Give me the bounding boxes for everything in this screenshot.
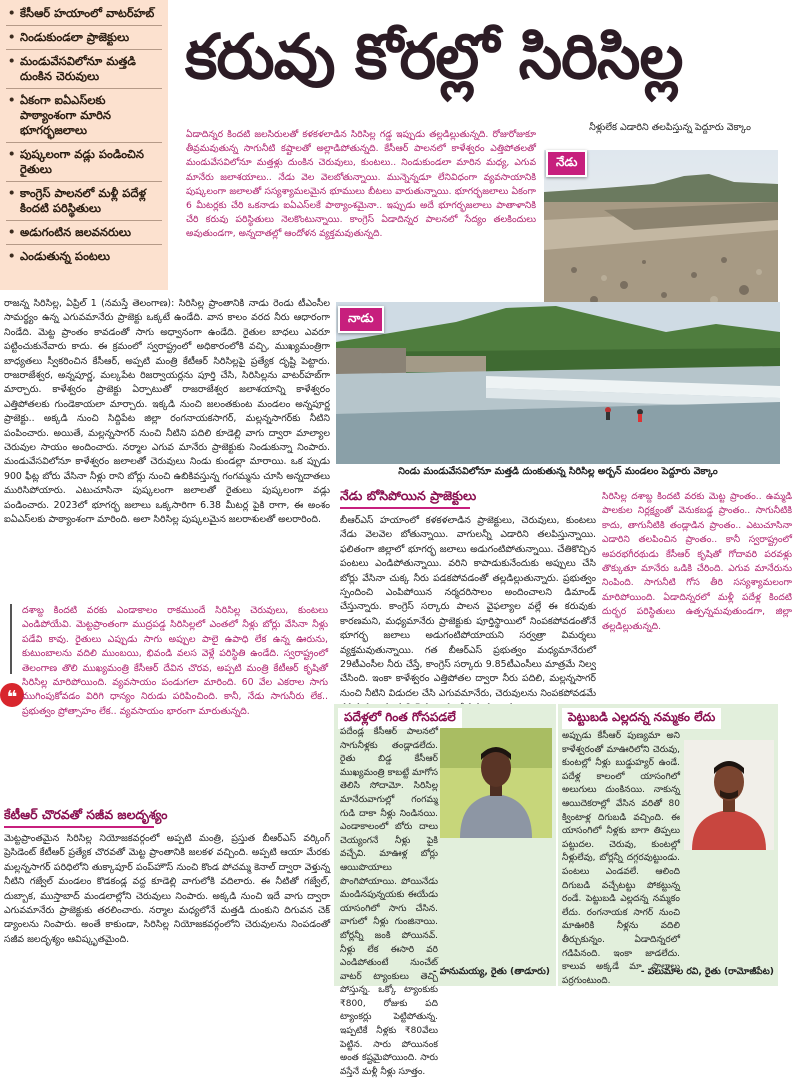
today-tag: నేడు xyxy=(546,150,587,177)
box1-title: పదేళ్లలో గింత గోసపడలే xyxy=(338,708,462,729)
photo-mid-caption: నిండు మండువేసవిలోనూ మత్తడి దుంకుతున్న సిరిసిల్ల అర్బన్ మండలం పెద్దూరు వెక్కాం xyxy=(398,466,718,477)
box1-signer: - హనుమయ్య, రైతు (తాడూరు) xyxy=(432,966,550,977)
box2-title: పెట్టుబడి ఎల్లదన్న నమ్మకం లేదు xyxy=(562,708,721,729)
left-body-text: రాజన్న సిరిసిల్ల, ఏప్రిల్ 1 (నమస్తే తెలంగాణ): సిరిసిల్ల ప్రాంతానికి నాడు రెండు టీఎంసీల సామర్థ్యం ఉన్న ఎగువమానేరు ప్రాజెక్టు ఒక్కటే ఉండేది. వాన కాలం వరద నీరు ఆధారంగా నిండేది. మెట్ట ప్రాంతం కావడంతో సాగు అధ్వానంగా ఉండేది. రైతుల బాధలు ఎవరూ పట్టించుకునేవారు కాదు. ఈ క్రమంలో స్వరాష్ట్రంలో అధికారంలోకి వచ్చి, ముఖ్యమంత్రిగా బాధ్యతలు స్వీకరించిన కేసీఆర్, అప్పటి మంత్రి కేటీఆర్ సిరిసిల్లపై ప్రత్యేక దృష్టి పెట్టారు. రాజరాజేశ్వర, అన్నపూర్ణ, మల్కపేట రిజర్వాయర్లను పూర్తి చేసి, సిరిసిల్లను వాటర్‌హబ్‌గా మార్చారు. కాళేశ్వరం ప్రాజెక్టు ఏర్పాటుతో రాజరాజేశ్వర జలాశయాన్ని కాళేశ్వరం ఎత్తిపోతలకు గుండెకాయలా మార్చారు. ఇక్కడి నుంచి జలంతకుంట మండలం అన్నపూర్ణ ప్రాజెక్టు.. అక్కడి నుంచి సిద్దిపేట జిల్లా రంగనాయకసాగర్, మల్లన్నసాగర్‌కు నీటిని పంపించారు. అయితే, మల్లన్నసాగర్ నుంచి నీటిని పదిలి కూడెల్లి వాగు ద్వారా మాల్యాల చెరువుల సాయం అందించారు. నర్మాల ఎగువ మానేరు ప్రాజెక్టుకు నిండుకున్నా నింపారు. మండువేసవిలోనూ కాళేశ్వరం జలాలతో చెరువులు నిండు కుండల్లా మారాయి. ఒక ప్పుడు 900 ఫీట్ల బోరు వేసినా నీళ్లు రాని బోర్లు నుంచి ఉబికివస్తున్న గంగమ్మను చూసి అన్నదాతలు మురిసిపోయారు. ఎటుచూసినా పుష్కలంగా జలాలతో రైతులు పుష్కలంగా వడ్లు పండించారు. 2023లో భూగర్భ జలాలు ఒక్కసారిగా 6.38 మీటర్ల పైకి రాగా, ఈ అంశం ఐఏఎస్‌లకు పాఠ్యాంశంగా మారింది. అలా సిరిసిల్ల పుష్కలమైన జలరాశులతో అలరారింది. xyxy=(4,298,330,526)
left-subhead-rule xyxy=(4,826,154,828)
center-body-text: బీఆర్‌ఎస్ హయాంలో కళకళలాడిన ప్రాజెక్టులు, చెరువులు, కుంటలు నేడు వెలవెల బోతున్నాయి. వాగులన్నీ ఎడారిని తలపిస్తున్నాయి. ఫలితంగా జిల్లాలో భూగర్భ జలాలు అడుగంటిపోతున్నాయి. చేతికొచ్చిన పంటలు ఎండిపోతున్నాయి. వరిని కాపాడుకునేందుకు అప్పులు చేసి బోర్లు వేసినా చుక్క నీరు పడకపోవడంతో తల్లడిల్లుతున్నారు. ప్రభుత్వం స్పందించి ఎంపిపోయిన నర్మదరిసాలం అందించాలని డిమాండ్ చేస్తున్నారు. కాంగ్రెస్ సర్కారు పాలన వైఫల్యాల వల్లే ఈ కరువుకు కారణమని, మధ్యమానేరు ప్రాజెక్టుకు పూర్తిస్థాయిలో నింపకపోవడంతోనే భూగర్భ జలాలు అడుగంటిపోయాయని సర్వత్రా విమర్శలు వ్యక్తమవుతున్నాయి. గత బీఆర్‌ఎస్ ప్రభుత్వం మధ్యమానేరులో 29టీఎంసీల నీరు చేస్తే, కాంగ్రెస్ సర్కారు 9.85టీఎంసీలు మాత్రమే నిల్వ చేసింది. ఇంకా కాళేశ్వరం ఎత్తిపోతల ద్వారా నీరు పదిలి, మల్లన్నసాగర్ నుంచి నీటిని విడుదల చేసి ఎగువమానేరు, చెరువులను నింపకపోవడమే xyxy=(340,515,596,699)
right-body-text: సిరిసిల్ల దశాబ్ద కిందటి వరకు మెట్ట ప్రాంతం.. ఉమ్మడి పాలకుల నిర్లక్ష్యంతో వెనుకబడ్డ ప్రాంతం.. సాగునీటికి కాదు, తాగునీటికి తండ్లాడిన ప్రాంతం.. ఎటుచూసినా ఎడారిని తలపించిన ప్రాంతం.. కానీ స్వరాష్ట్రంలో అపరభగీరథుడు కేసీఆర్ కృషితో గోదావరి పరవళ్లు తొక్కుతూ మానేరు ఒడికి చేరింది. ఎగువ మానేరును నింపింది. సాగునీటి గోస తీరి సస్యశ్యామలంగా మారిపోయింది. ఏడాదిన్నరలో మళ్లీ పదేళ్ల కిందటి దుర్భర పరిస్థితులు ఉత్పన్నమవుతుండగా, జిల్లా తల్లడిల్లుతున్నది. xyxy=(602,491,792,632)
highlights-box xyxy=(0,0,168,290)
highlight-item: • పుష్కలంగా వడ్లు పండించిన రైతులు xyxy=(6,147,162,182)
past-tag: నాడు xyxy=(338,306,384,333)
photo-top-caption: నీళ్లులేక ఎడారిని తలపిస్తున్న పెద్దూరు వెక్కాం xyxy=(589,122,751,133)
box1-text-cont xyxy=(340,844,550,954)
quote-line xyxy=(10,604,12,674)
highlight-item: • అడుగంటిన జలవనరులు xyxy=(6,225,162,245)
center-subhead-rule xyxy=(340,507,470,509)
highlight-item: • ఏకంగా ఐఏఎస్‌లకు పాఠ్యాంశంగా మారిన భూగర్భజలాలు xyxy=(6,93,162,143)
farmer2-photo xyxy=(684,740,774,850)
headline: కరువు కోరల్లో సిరిసిల్ల xyxy=(185,20,683,93)
highlight-item: • నిండుకుండలా ప్రాజెక్టులు xyxy=(6,30,162,50)
center-subhead: నేడు బోసిపోయిన ప్రాజెక్టులు xyxy=(340,488,477,503)
highlight-item: • మండువేసవిలోనూ మత్తడి దుంకిన చెరువులు xyxy=(6,54,162,89)
box2-text: అప్పుడు కేసీఆర్ పుణ్యమా అని కాళేశ్వరంతో మాఊరిలోని చెరువు, కుంటల్లో నీళ్లు బుడ్డుహ్యర్ ఉండే. పదేళ్ల కాలంలో యాసంగిలో అలుగులు దుంకినయి. నాకున్న ఆయిదెకరాల్లో వేసిన వరితో 80 క్వింటాళ్ల దిగుబడి వచ్చింది. ఈ యాసంగిలో నీళ్లకు బాగా తిప్పలు పట్టుదల. చెరువు, కుంటల్లో నీళ్లులేవు, బోర్లన్నీ దగ్గరవుట్టుండు. పంటలు ఎండవలే. ఆలింది దిగుబడి వచ్చేటట్టు పోకట్టున్న రండే. పెట్టుబడి ఎల్లదన్న నమ్మకం లేదు. రంగనాయక సాగర్ నుంచి మాఊరికి నీళ్లను వదిలి తీర్చుకున్నం. ఏడాదిన్నరలో గడిపినంది. ఇంకా జాడలేదు. కాలువ అక్కడే మా పొలాలు పర్రగుంటుంది. xyxy=(562,731,680,986)
overflowing-dam-photo xyxy=(336,302,780,464)
highlight-item: • కేసీఆర్ హయాంలో వాటర్‌హబ్ xyxy=(6,6,162,26)
box1-text: పదేండ్ల కేసీఆర్ పాలనలో సాగునీళ్లకు తండ్లాడలేదు. రైతు బిడ్డ కేసీఆర్ ముఖ్యమంత్రి కాబట్టే మాగోస తెలిసి సోదామో. సిరిసిల్ల మానేరువాగుల్లో గంగమ్మ గుడి దాకా నీళ్లు నిండినయి. ఎండాకాలంలో బోరు దాలు చెయ్యంగనే నీళ్లు పైకి వచ్చేవి. మాఊళ్ల బోర్లు ఆయిపొయాలు పొంగిపోయాయి. పోయినేడు మండినపున్నయకు ఈయేడు యాసంగిలో సాగు చేసిన. వాగులో నీళ్లు గుంజినాయి. బోర్లన్నీ జంకి పోయినవ్. నీళ్లు లేక ఈసారి వరి ఎండిపోతుంటే నుంచేట్‌ వాటర్ ట్యాంకులు తెచ్చి పోస్తున్న. ఒక్కో ట్యాంకుకు ₹800, రోజుకు పది ట్యాంకర్లు పెట్టిపోతున్న. ఇప్పటికే నీళ్లకు ₹80వేలు పెట్టిన. సారు పోయినంక అంత కష్టమైపోయింది. సారు వస్తేనే మళ్లీ నీళ్లు సూత్తం. xyxy=(340,727,438,1077)
testimonials-divider xyxy=(556,704,558,986)
intro-text: ఏడాదిన్నర కిందటి జలసిరులతో కళకళలాడిన సిరిసిల్ల గడ్డ ఇప్పుడు తల్లడిల్లుతున్నది. రోజురోజుకూ తీవ్రమవుతున్న సాగునీటి కష్టాలతో అల్లాడిపోతున్నది. కేసీఆర్ పాలనలో కాళేశ్వరం ఎత్తిపోతలతో మండువేసవిలోనూ మత్తళ్లు దుంకిన చెరువులు, కుంటలు.. నిండుకుండలా మారిన మధ్య, ఎగువ మానేరు జలాశయాలు.. నేడు వెల వెలబోతున్నాయి. మున్నెన్నడూ లేనివిధంగా వ్యవసాయానికి పుష్కలంగా జలాలతో సస్యశ్యామలమైన భూములు బీటలు వారుతున్నాయి. భూగర్భజలాలు ఏకంగా 6 మీటర్లకు చేరి ఒకనాడు ఐఏఎస్‌లకే పాఠ్యాంశమైనా.. ఇప్పుడు అదే భూగర్భజలాలు పాతాళానికి చేరి కరువు పరిస్థితులు నెలకొంటున్నాయి. కాంగ్రెస్ ఏడాదిన్నర పాలనలో సేద్యం తలకిందులు అవుతుండగా, అన్నదాతల్లో ఆందోళన వ్యక్తమవుతున్నది. xyxy=(186,129,536,240)
left-body-text-2: మెట్టప్రాంతమైన సిరిసిల్ల నియోజకవర్గంలో అప్పటి మంత్రి, ప్రస్తుత బీఆర్‌ఎస్ వర్కింగ్ ప్రెసిడెంట్ కేటీఆర్ ప్రత్యేక చొరవతో మెట్ట ప్రాంతానికి జలకళ వచ్చింది. అప్పటి ఆయా మేరకు మల్లన్నసాగర్ పరిధిలోని తుక్కాపూర్ పంప్‌హౌస్ నుంచి కొండ పోచమ్మ కెనాల్ ద్వారా వెళ్తున్న నీటిని గజ్వేల్ మండలం కొడకండ్ల వద్ద కూడెల్లి వాగులోకి వదిలారు. ఈ నీటితో గజ్వేల్, దుబ్బాక, ముస్తాబాద్ మండలాల్లోని చెరువులు నింపారు. అక్కడి నుంచి ఇదే వాగు ద్వారా ఎగువమానేరు ప్రాజెక్టుకు తరలించారు. నర్మాల మధ్యలోనే మత్తడి దుంకుని దిగువన చెక్ డ్యాంలను నింపారు. అంతే కాకుండా, సిరిసిల్ల నియోజకవర్గంలోని చెరువులను నింపడంతో సజీవ జలదృశ్యం ఆవిష్కృతమైంది. xyxy=(4,833,330,945)
left-subhead: కేటీఆర్ చొరవతో సజీవ జలదృశ్యం xyxy=(4,807,168,822)
box2-signer: - పలుమాల రవి, రైతు (రామోజీపేట) xyxy=(640,966,774,977)
quote-icon: ❝ xyxy=(0,683,24,707)
pull-quote: దశాబ్ద కిందటి వరకు ఎండాకాలం రాకముందే సిరిసిల్ల చెరువులు, కుంటలు ఎండిపోయేవి. మెట్టప్రాంతంగా ముద్రపడ్డ సిరిసిల్లలో ఎంతలో నీళ్లు బోర్లు వేసినా నీళ్లు పడేవి కావు. రైతులు ఎప్పుడు సాగు అప్పుల పాలై ఉపాధి లేక ఉన్న ఊరును, కుటుంబాలను వదిలి ముంబయి, భివండి వలస వెళ్లే పరిస్థితి ఉండేది. స్వరాష్ట్రంలో తెలంగాణ తొలి ముఖ్యమంత్రి కేసీఆర్ దేవిన చొరవ, అప్పటి మంత్రి కేటీఆర్ కృషితో సిరిసిల్ల మారిపోయింది. వ్యవసాయం పండుగలా మారింది. 60 వేల ఎకరాల సాగు ముగింపుకోవడం విరిగి ధాన్యం నిరుడు పరిపించింది. కానీ, నేడు సాగునీరు లేక.. ప్రభుత్వం ప్రోత్సాహం లేక.. వ్యవసాయం భారంగా మారుతున్నది. xyxy=(22,605,328,717)
highlight-item: • కాంగ్రెస్ పాలనలో మళ్లీ పదేళ్ల కిందటి పరిస్థితులు xyxy=(6,186,162,221)
highlight-item: • ఎండుతున్న పంటలు xyxy=(6,249,162,268)
farmer1-photo xyxy=(440,728,552,838)
